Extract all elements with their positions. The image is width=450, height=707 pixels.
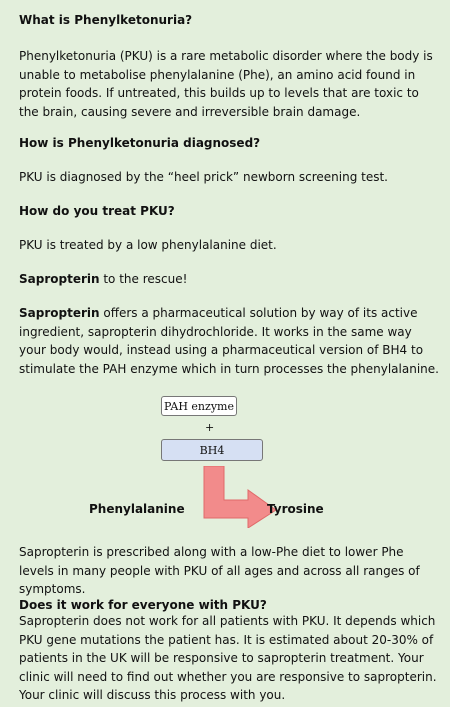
heading-what-is-pku: What is Phenylketonuria? xyxy=(19,13,193,27)
paragraph-what-is-pku: Phenylketonuria (PKU) is a rare metabolic disorder where the body is unable to metabolise phenylalanine (Phe), an amino acid found in protein foods. If untreated, this builds up to levels that are toxic to the brain, causing severe and irreversible brain damage. xyxy=(19,49,433,119)
offers-bold: Sapropterin xyxy=(19,306,100,320)
paragraph-prescribed: Sapropterin is prescribed along with a low-Phe diet to lower Phe levels in many people with PKU of all ages and across all ranges of symptoms. xyxy=(19,545,420,597)
pah-enzyme-box: PAH enzyme xyxy=(161,396,237,416)
heading-diagnosis: How is Phenylketonuria diagnosed? xyxy=(19,136,261,150)
conversion-arrow-icon xyxy=(190,466,280,528)
heading-everyone: Does it work for everyone with PKU? xyxy=(19,598,267,612)
paragraph-sapropterin-offers xyxy=(19,304,439,378)
offers-rest: offers a pharmaceutical solution by way of its active ingredient, sapropterin dihydrochloride. It works in the same way your body would, instead using a pharmaceutical version of BH4 to stimulate the PAH enzyme which in turn processes the phenylalanine. xyxy=(19,306,439,376)
plus-sign: + xyxy=(205,421,215,434)
rescue-rest: to the rescue! xyxy=(99,272,188,286)
paragraph-everyone: Sapropterin does not work for all patients with PKU. It depends which PKU gene mutations the patient has. It is estimated about 20-30% of patients in the UK will be responsive to sapropterin treatment. Your clinic will need to find out whether you are responsive to sapropterin. Your clinic will discuss this process with you. xyxy=(19,614,437,703)
tyrosine-label: Tyrosine xyxy=(267,502,324,516)
paragraph-treatment: PKU is treated by a low phenylalanine diet. xyxy=(19,238,277,252)
bh4-box: BH4 xyxy=(161,439,263,461)
paragraph-diagnosis: PKU is diagnosed by the “heel prick” newborn screening test. xyxy=(19,170,388,184)
phenylalanine-label: Phenylalanine xyxy=(89,502,185,516)
heading-treatment: How do you treat PKU? xyxy=(19,204,175,218)
paragraph-rescue xyxy=(19,270,439,289)
rescue-bold: Sapropterin xyxy=(19,272,100,286)
